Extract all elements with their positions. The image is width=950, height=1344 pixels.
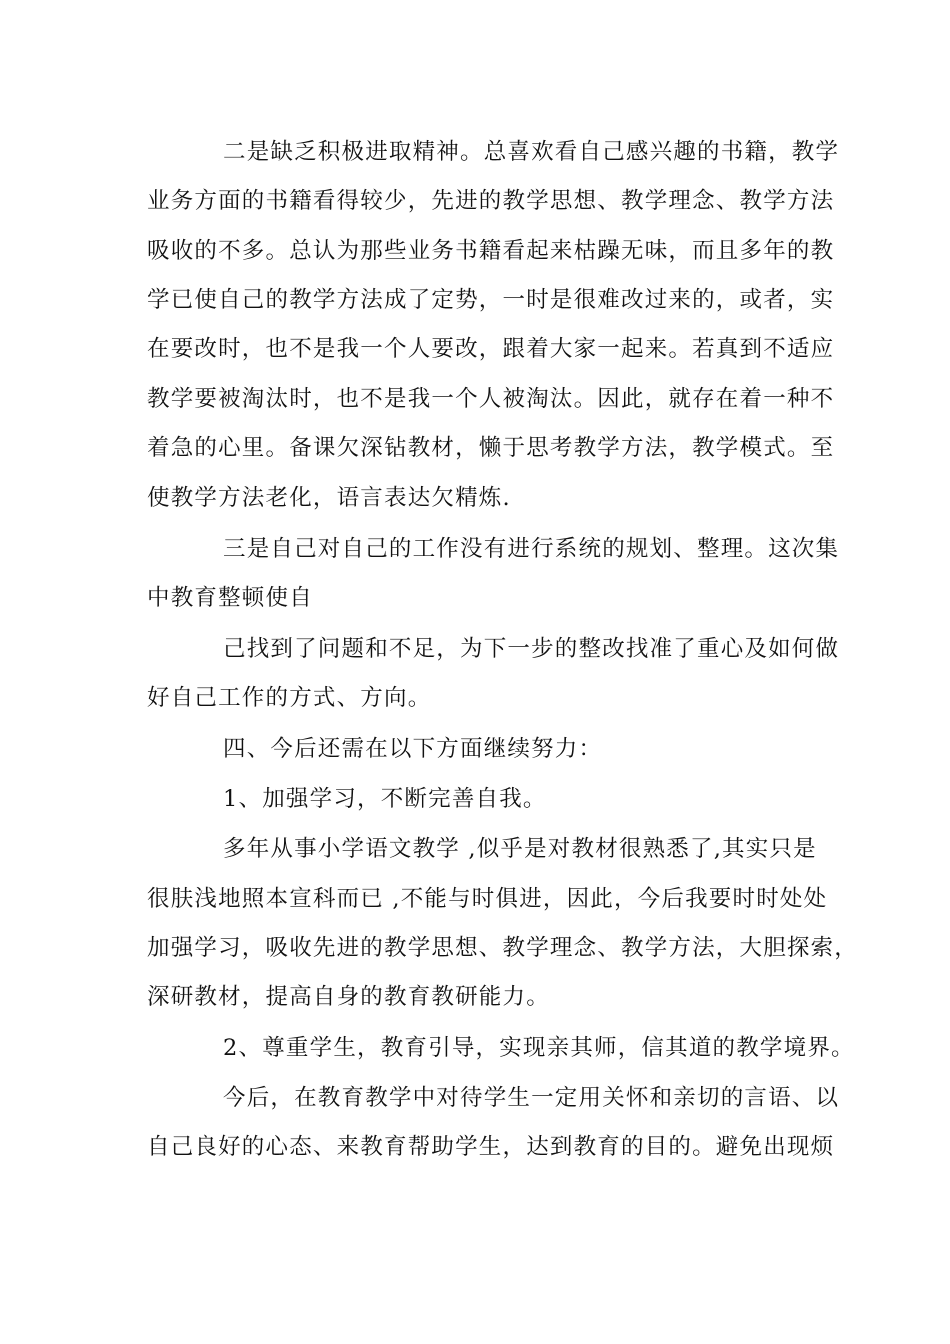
text-line: 在要改时，也不是我一个人要改，跟着大家一起来。若真到不适应 — [147, 336, 835, 362]
text-line: 四、今后还需在以下方面继续努力： — [223, 736, 603, 762]
text-line: 吸收的不多。总认为那些业务书籍看起来枯躁无味，而且多年的教 — [147, 238, 835, 264]
text-line: 中教育整顿使自 — [147, 585, 313, 611]
text-line: 使教学方法老化，语言表达欠精炼. — [147, 485, 511, 511]
text-line: 着急的心里。备课欠深钻教材，懒于思考教学方法，教学模式。至 — [147, 435, 835, 461]
text-line: 教学要被淘汰时，也不是我一个人被淘汰。因此，就存在着一种不 — [147, 386, 835, 412]
text-line: 很肤浅地照本宣科而已 ,不能与时俱进，因此，今后我要时时处处 — [147, 886, 828, 912]
text-line: 业务方面的书籍看得较少，先进的教学思想、教学理念、教学方法 — [147, 188, 835, 214]
text-line: 今后，在教育教学中对待学生一定用关怀和亲切的言语、以 — [223, 1085, 840, 1111]
text-line: 二是缺乏积极进取精神。总喜欢看自己感兴趣的书籍，教学 — [223, 139, 840, 165]
text-line: 自己良好的心态、来教育帮助学生，达到教育的目的。避免出现烦 — [147, 1134, 835, 1160]
text-line: 加强学习，吸收先进的教学思想、教学理念、教学方法，大胆探索， — [147, 935, 859, 961]
text-line: 1、加强学习，不断完善自我。 — [223, 786, 547, 812]
text-line: 多年从事小学语文教学 ,似乎是对教材很熟悉了,其实只是 — [223, 836, 817, 862]
text-line: 2、尊重学生，教育引导，实现亲其师，信其道的教学境界。 — [223, 1035, 855, 1061]
text-line: 学已使自己的教学方法成了定势，一时是很难改过来的，或者，实 — [147, 287, 835, 313]
text-line: 深研教材，提高自身的教育教研能力。 — [147, 984, 550, 1010]
text-line: 己找到了问题和不足，为下一步的整改找准了重心及如何做 — [223, 636, 840, 662]
text-line: 三是自己对自己的工作没有进行系统的规划、整理。这次集 — [223, 536, 840, 562]
text-line: 好自己工作的方式、方向。 — [147, 685, 432, 711]
